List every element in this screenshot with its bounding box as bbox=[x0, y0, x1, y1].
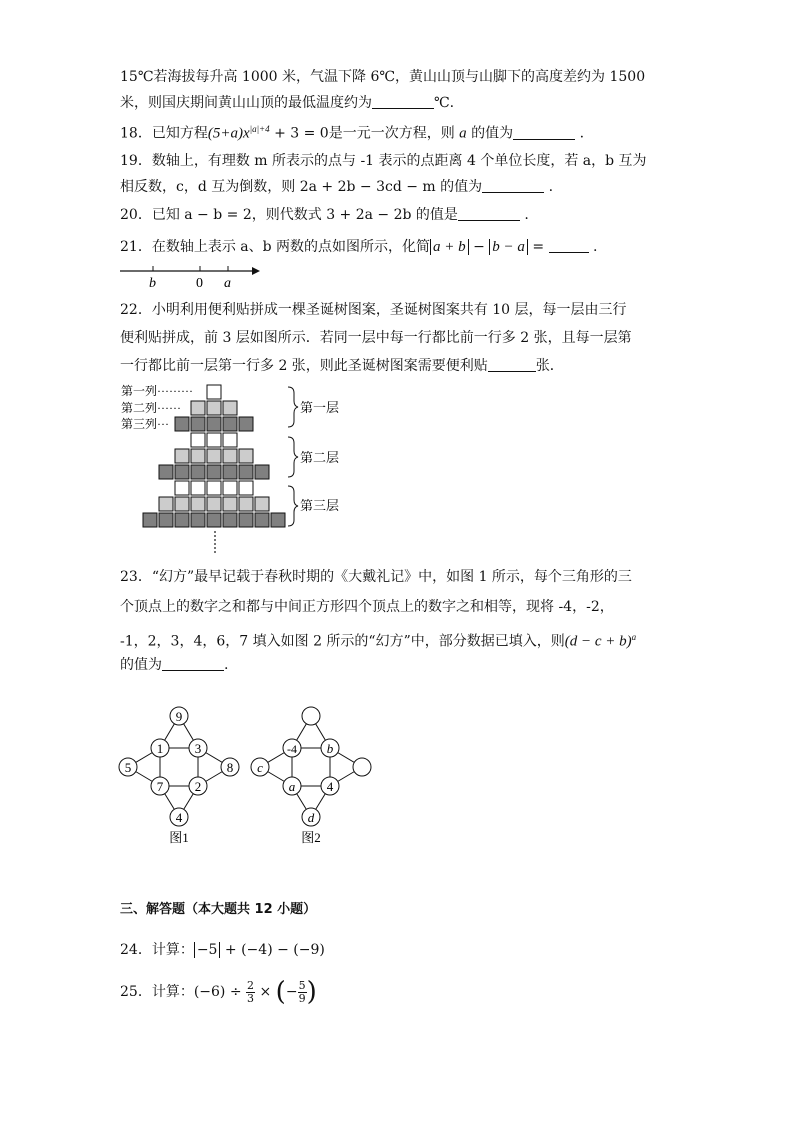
magic-figure-2 bbox=[244, 700, 384, 850]
sticky-note bbox=[159, 465, 173, 479]
sticky-note bbox=[175, 417, 189, 431]
sticky-note bbox=[207, 481, 221, 495]
q22-line2: 便利贴拼成，前 3 层如图所示．若同一层中每一行都比前一行多 2 张，且每一层第 bbox=[120, 330, 632, 346]
q18-line: 18．已知方程$(5+a)x^{|a|+4} + 3 = 0$是一元一次方程，则 a 的值为 . bbox=[120, 124, 585, 142]
q25-line: 25．计算：(−6) ÷ $\frac{2}{3}$ × (− $\frac{5}{9}$ ) bbox=[120, 977, 317, 1007]
answer-blank[interactable] bbox=[488, 357, 536, 372]
q19-line1: 19．数轴上，有理数 m 所表示的点与 -1 表示的点距离 4 个单位长度，若 a，b 互为 bbox=[120, 153, 647, 169]
sticky-note bbox=[223, 497, 237, 511]
sticky-note bbox=[175, 465, 189, 479]
fraction: $\frac{2}{3}$ bbox=[247, 978, 255, 1005]
sticky-note bbox=[223, 465, 237, 479]
layer-label-1: 第一层 bbox=[300, 400, 340, 415]
q22-line1: 22．小明利用便利贴拼成一棵圣诞树图案，圣诞树图案共有 10 层，每一层由三行 bbox=[120, 302, 627, 318]
answer-blank[interactable] bbox=[549, 238, 589, 253]
row-label-3: 第三列··· bbox=[121, 417, 169, 431]
axis-arrow-icon bbox=[252, 267, 260, 275]
sticky-note bbox=[239, 417, 253, 431]
figure-caption: 图2 bbox=[301, 830, 321, 845]
node-br: 4 bbox=[326, 779, 334, 794]
layer-label-2: 第二层 bbox=[300, 450, 340, 465]
sticky-note bbox=[223, 401, 237, 415]
sticky-note bbox=[207, 385, 221, 399]
q23-line4: 的值为 . bbox=[120, 657, 229, 673]
node-left: 5 bbox=[124, 760, 132, 775]
answer-blank[interactable] bbox=[513, 125, 575, 140]
node-right: 8 bbox=[226, 760, 234, 775]
q17-line1: 15℃若海拔每升高 1000 米，气温下降 6℃，黄山山顶与山脚下的高度差约为 1500 bbox=[120, 69, 646, 85]
sticky-note bbox=[207, 401, 221, 415]
label-b: b bbox=[149, 276, 156, 290]
node-tr: b bbox=[326, 741, 334, 756]
christmas-tree-figure bbox=[118, 380, 358, 558]
continuation-dots bbox=[214, 531, 216, 553]
q17-line2: 米，则国庆期间黄山山顶的最低温度约为 ℃. bbox=[120, 95, 455, 111]
sticky-note bbox=[159, 497, 173, 511]
label-a: a bbox=[224, 276, 231, 290]
node-tl: -4 bbox=[287, 742, 297, 756]
sticky-note bbox=[271, 513, 285, 527]
node-bottom: 4 bbox=[175, 810, 183, 825]
row-label-2: 第二列······ bbox=[121, 401, 181, 415]
sticky-note bbox=[207, 433, 221, 447]
node-top: 9 bbox=[175, 709, 183, 724]
sticky-note bbox=[255, 497, 269, 511]
sticky-note bbox=[191, 433, 205, 447]
sticky-note bbox=[239, 449, 253, 463]
answer-blank[interactable] bbox=[372, 94, 434, 109]
brace-layer1 bbox=[288, 387, 298, 427]
node-left: c bbox=[257, 760, 263, 775]
sticky-note bbox=[191, 449, 205, 463]
sticky-note bbox=[255, 513, 269, 527]
sticky-note bbox=[191, 497, 205, 511]
brace-layer3 bbox=[288, 486, 298, 526]
sticky-note bbox=[191, 417, 205, 431]
sticky-note bbox=[239, 465, 253, 479]
brace-layer2 bbox=[288, 437, 298, 477]
sticky-note bbox=[191, 401, 205, 415]
sticky-note bbox=[159, 513, 173, 527]
sticky-note bbox=[191, 513, 205, 527]
sticky-note bbox=[223, 481, 237, 495]
sticky-note bbox=[255, 465, 269, 479]
layer-label-3: 第三层 bbox=[300, 498, 340, 513]
answer-blank[interactable] bbox=[482, 178, 544, 193]
q23-line3: -1，2，3，4，6，7 填入如图 2 所示的“幻方”中，部分数据已填入，则$(d - c + b)^a$ bbox=[120, 632, 637, 650]
row-label-1: 第一列········· bbox=[121, 384, 193, 398]
sticky-note bbox=[239, 497, 253, 511]
sticky-note bbox=[239, 481, 253, 495]
q23-line2: 个顶点上的数字之和都与中间正方形四个顶点上的数字之和相等，现将 -4，-2， bbox=[120, 599, 614, 615]
section-heading: 三、解答题（本大题共 12 小题） bbox=[120, 902, 317, 917]
sticky-note bbox=[175, 449, 189, 463]
magic-figure-1 bbox=[112, 700, 252, 850]
sticky-note bbox=[223, 513, 237, 527]
sticky-note bbox=[175, 513, 189, 527]
sticky-note bbox=[223, 417, 237, 431]
node-bl: a bbox=[288, 779, 296, 794]
sticky-note bbox=[207, 449, 221, 463]
answer-blank[interactable] bbox=[458, 206, 520, 221]
figure-caption: 图1 bbox=[169, 830, 189, 845]
label-zero: 0 bbox=[196, 276, 203, 290]
q22-line3: 一行都比前一层第一行多 2 张，则此圣诞树图案需要便利贴 张． bbox=[120, 358, 564, 374]
node-bottom: d bbox=[307, 810, 315, 825]
fraction: $\frac{5}{9}$ bbox=[298, 978, 306, 1005]
sticky-note bbox=[175, 481, 189, 495]
sticky-note bbox=[175, 497, 189, 511]
q19-line2: 相反数，c，d 互为倒数，则 2a + 2b − 3cd − m 的值为 . bbox=[120, 179, 554, 195]
sticky-note bbox=[207, 465, 221, 479]
sticky-note bbox=[223, 449, 237, 463]
node-tl: 1 bbox=[156, 741, 164, 756]
sticky-note bbox=[143, 513, 157, 527]
sticky-note bbox=[207, 417, 221, 431]
number-line-figure bbox=[118, 262, 263, 290]
q23-line1: 23．“幻方”最早记载于春秋时期的《大戴礼记》中，如图 1 所示，每个三角形的三 bbox=[120, 569, 632, 585]
q20-line: 20．已知 a − b = 2，则代数式 3 + 2a − 2b 的值是 . bbox=[120, 207, 529, 223]
q21-line: 21．在数轴上表示 a、b 两数的点如图所示，化简 a + b − b − a = . bbox=[120, 239, 598, 255]
node-tr: 3 bbox=[194, 741, 202, 756]
node-bl: 7 bbox=[156, 779, 164, 794]
sticky-note bbox=[207, 497, 221, 511]
node-br: 2 bbox=[194, 779, 202, 794]
answer-blank[interactable] bbox=[162, 656, 224, 671]
sticky-note bbox=[191, 481, 205, 495]
sticky-note bbox=[207, 513, 221, 527]
sticky-note bbox=[223, 433, 237, 447]
sticky-note bbox=[191, 465, 205, 479]
q24-line: 24．计算： −5 + (−4) − (−9) bbox=[120, 942, 325, 958]
sticky-note bbox=[239, 513, 253, 527]
